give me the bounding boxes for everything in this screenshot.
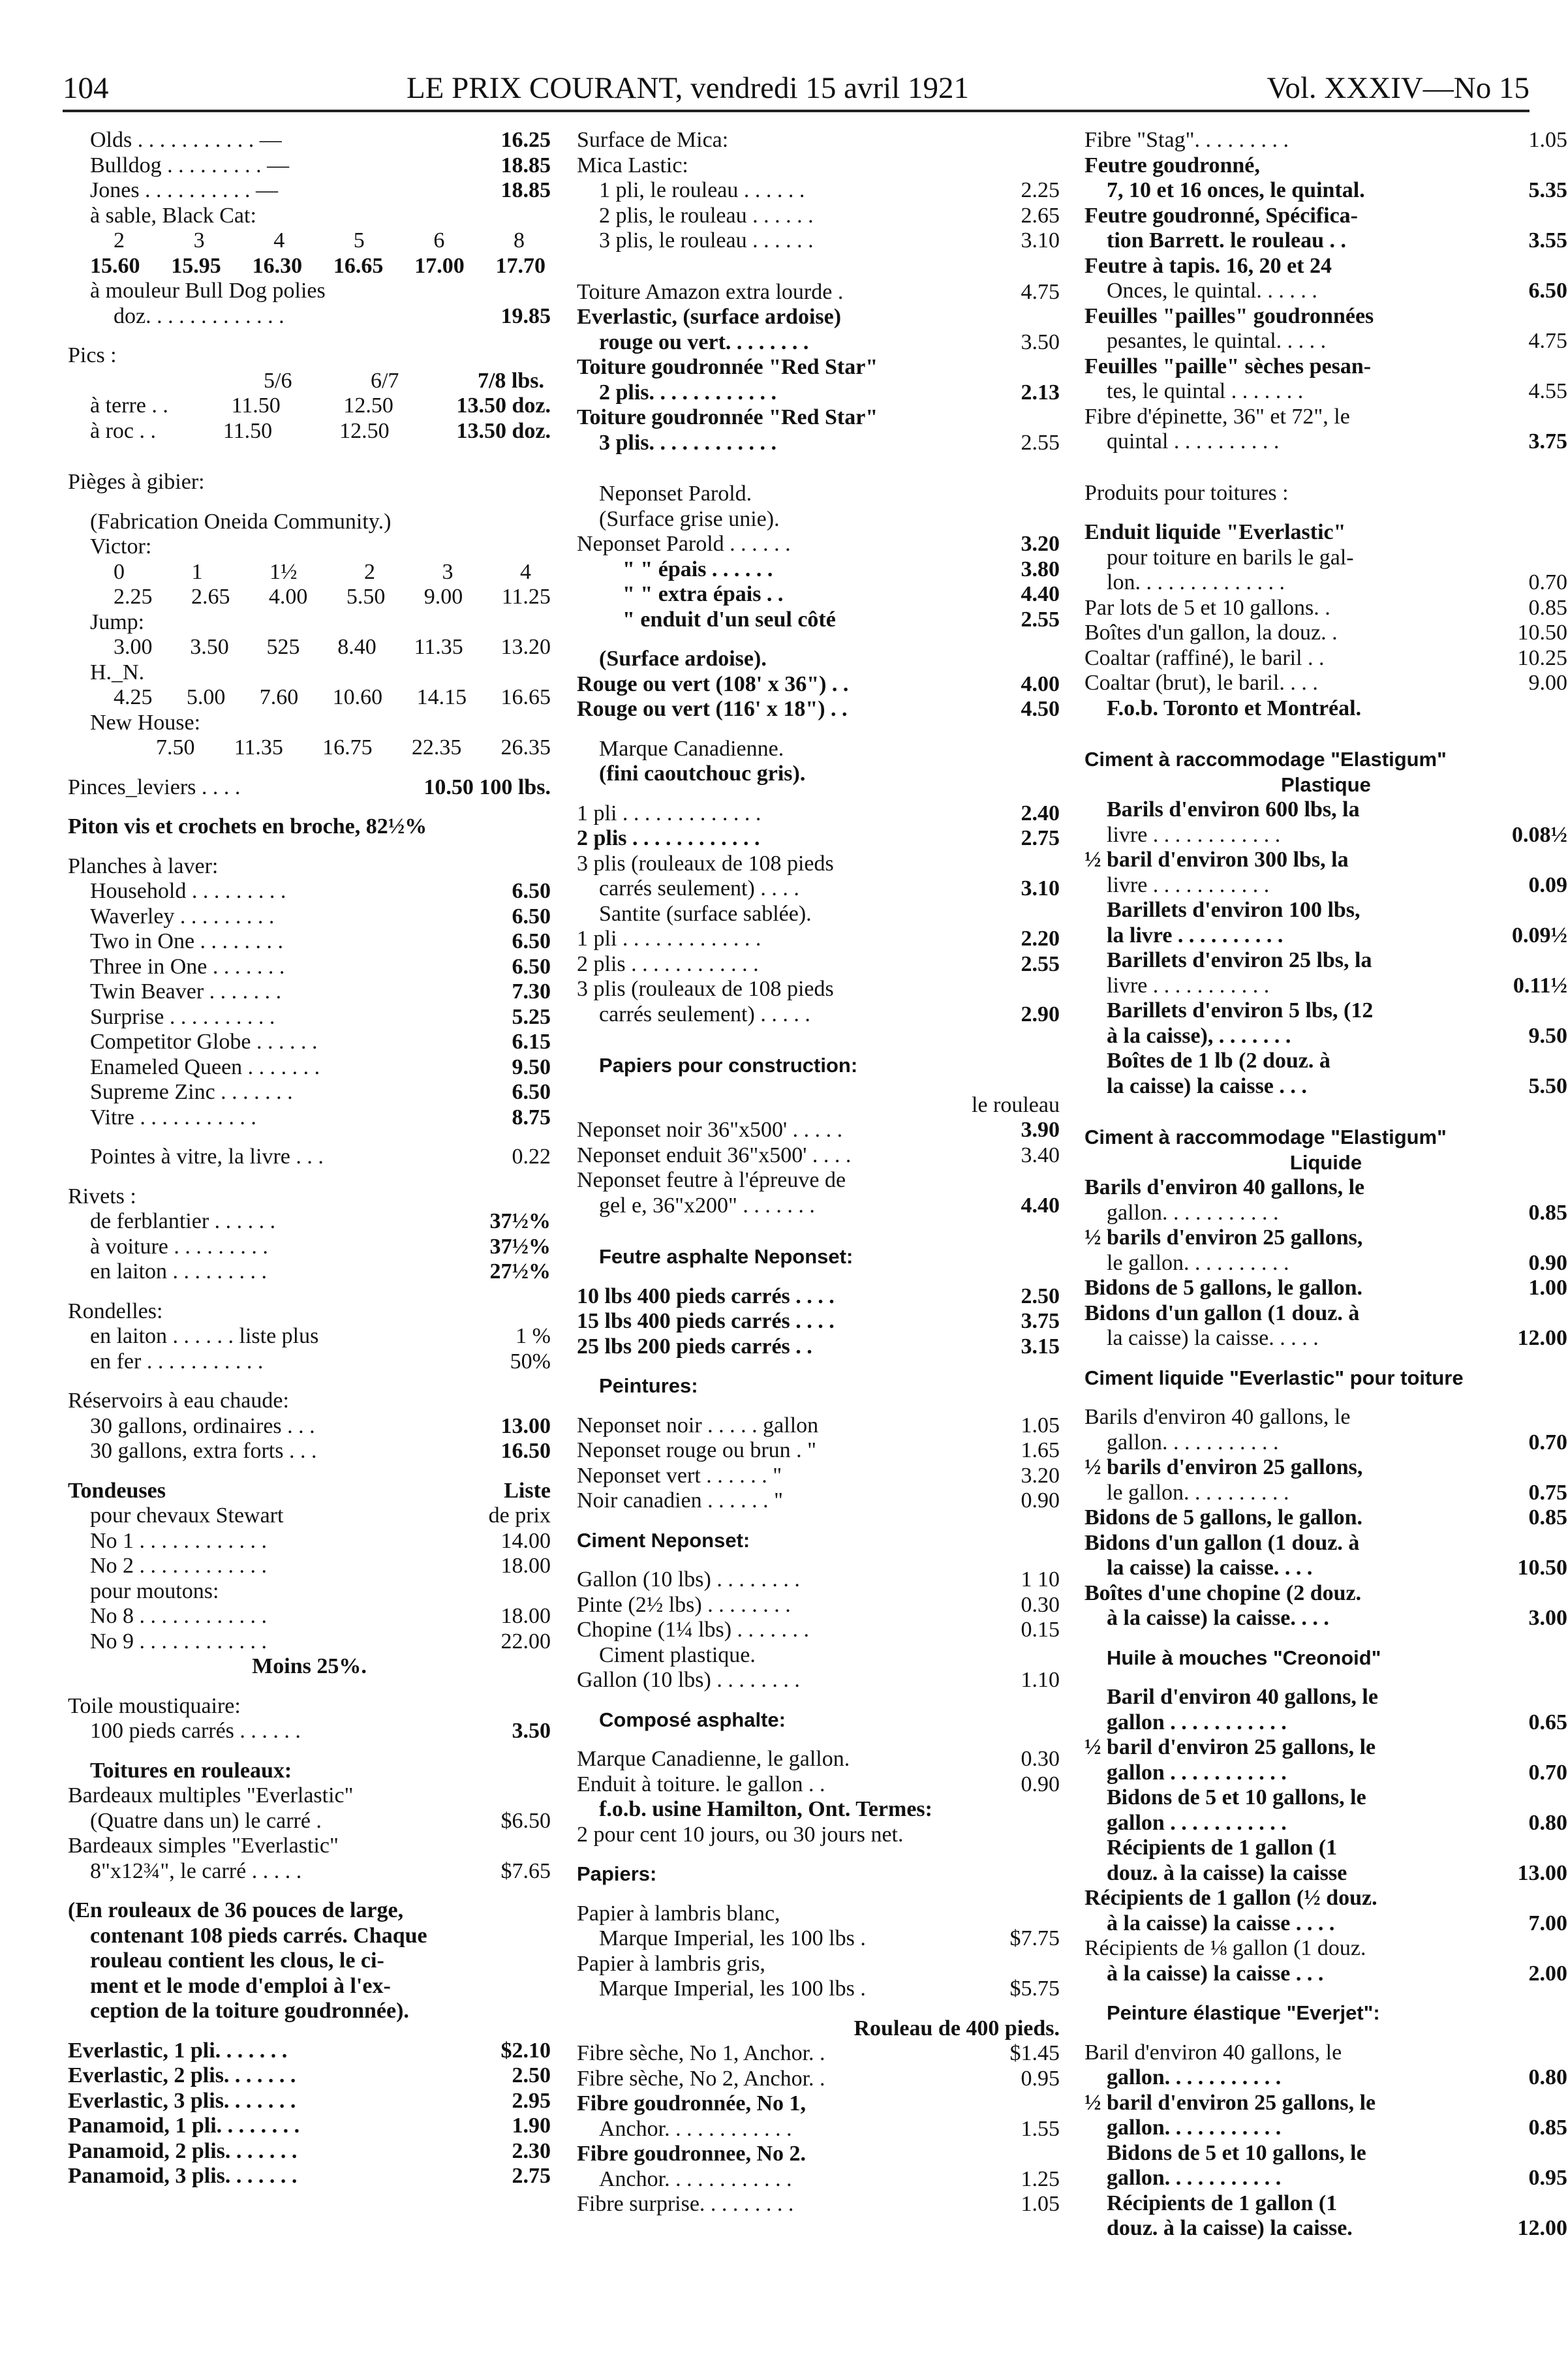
- price-row: à la caisse) la caisse. . . . 3.00: [1107, 1606, 1567, 1630]
- item-text: Papier à lambris blanc,: [577, 1901, 780, 1926]
- price-row: à roc . . 11.50 12.50 13.50 doz.: [90, 418, 551, 443]
- price-row: Pinte (2½ lbs) . . . . . . . . 0.30: [577, 1592, 1060, 1617]
- section-heading: Papiers pour construction:: [599, 1054, 858, 1077]
- size-row: 0 1 1½ 2 3 4: [114, 559, 531, 584]
- price-row: Neponset Parold . . . . . . 3.20: [577, 532, 1060, 556]
- item-text: H._N.: [90, 660, 145, 685]
- price-row: 25 lbs 200 pieds carrés . . 3.15: [577, 1334, 1060, 1359]
- terms-note: 2 pour cent 10 jours, ou 30 jours net.: [577, 1822, 904, 1847]
- price-row: No 2 . . . . . . . . . . . . 18.00: [90, 1554, 551, 1578]
- price-row: Par lots de 5 et 10 gallons. . 0.85: [1084, 595, 1567, 620]
- price-row: 2 plis, le rouleau . . . . . . 2.65: [599, 203, 1060, 228]
- item-text: Récipients de 1 gallon (1: [1107, 1836, 1338, 1860]
- item-text: Barillets d'environ 25 lbs, la: [1107, 948, 1372, 972]
- price-row: Fibre sèche, No 2, Anchor. . 0.95: [577, 2066, 1060, 2091]
- item-text: pour toiture en barils le gal-: [1107, 545, 1354, 570]
- item-text: Bardeaux simples "Everlastic": [68, 1834, 339, 1858]
- price-row: le gallon. . . . . . . . . . 0.75: [1107, 1480, 1567, 1505]
- item-text: Baril d'environ 40 gallons, le: [1107, 1685, 1378, 1709]
- table-heading-row: Tondeuses Liste: [68, 1478, 551, 1503]
- price-row: Marque Imperial, les 100 lbs . $7.75: [599, 1926, 1060, 1950]
- price-row: quintal . . . . . . . . . . 3.75: [1107, 429, 1567, 454]
- price-row: en fer . . . . . . . . . . . 50%: [90, 1349, 551, 1374]
- price-row: Chopine (1¼ lbs) . . . . . . . 0.15: [577, 1618, 1060, 1642]
- price-row: livre . . . . . . . . . . . . 0.08½: [1107, 822, 1567, 847]
- item-text: Bidons d'un gallon (1 douz. à: [1084, 1530, 1360, 1555]
- item-text: New House:: [90, 710, 201, 735]
- page-header: [63, 60, 1530, 112]
- price-row: " " épais . . . . . . 3.80: [623, 557, 1060, 581]
- price-row: Two in One . . . . . . . . 6.50: [90, 929, 551, 953]
- price-row: Supreme Zinc . . . . . . . 6.50: [90, 1080, 551, 1104]
- section-heading: Produits pour toitures :: [1084, 480, 1289, 505]
- item-text: Boîtes d'une chopine (2 douz.: [1084, 1580, 1362, 1605]
- item-text: Barillets d'environ 100 lbs,: [1107, 898, 1360, 922]
- price-row: la caisse) la caisse . . . 5.50: [1107, 1073, 1567, 1098]
- item-text: Feutre à tapis. 16, 20 et 24: [1084, 253, 1332, 278]
- price-row: Everlastic, 2 plis. . . . . . . 2.50: [68, 2063, 551, 2087]
- price-row: Marque Canadienne, le gallon. 0.30: [577, 1747, 1060, 1771]
- item-text: pour moutons:: [90, 1578, 219, 1603]
- section-heading: Pics :: [68, 343, 117, 367]
- price-row: le gallon. . . . . . . . . . 0.90: [1107, 1250, 1567, 1275]
- price-row: Neponset noir 36"x500' . . . . . 3.90: [577, 1118, 1060, 1142]
- section-heading: Feutre asphalte Neponset:: [599, 1245, 853, 1268]
- item-text: ½ barils d'environ 25 gallons,: [1084, 1225, 1363, 1250]
- price-row: " enduit d'un seul côté 2.55: [623, 607, 1060, 632]
- price-row: 30 gallons, extra forts . . . 16.50: [90, 1439, 551, 1463]
- item-text: Bardeaux multiples "Everlastic": [68, 1783, 354, 1808]
- item-text: Piton vis et crochets en broche, 82½%: [68, 814, 427, 839]
- item-text: Récipients de ⅛ gallon (1 douz.: [1084, 1936, 1366, 1960]
- item-text: Fibre goudronnée, No 1,: [577, 2091, 807, 2116]
- price-row: carrés seulement) . . . . . 2.90: [599, 1002, 1060, 1026]
- section-heading: Planches à laver:: [68, 854, 219, 878]
- price-row: gallon . . . . . . . . . . . 0.65: [1107, 1710, 1567, 1734]
- item-text: (fini caoutchouc gris).: [599, 762, 806, 786]
- price-row: rouge ou vert. . . . . . . . 3.50: [599, 330, 1060, 354]
- price-row: Three in One . . . . . . . 6.50: [90, 954, 551, 979]
- note-line: (En rouleaux de 36 pouces de large,: [68, 1898, 404, 1922]
- note-line: ception de la toiture goudronnée).: [90, 1999, 409, 2023]
- price-row: tes, le quintal . . . . . . . 4.55: [1107, 379, 1567, 403]
- price-row: à la caisse) la caisse . . . . 7.00: [1107, 1911, 1567, 1935]
- price-row: à terre . . 11.50 12.50 13.50 doz.: [90, 393, 551, 418]
- price-row: Toiture Amazon extra lourde . 4.75: [577, 279, 1060, 304]
- price-row: Fibre "Stag". . . . . . . . . 1.05: [1084, 128, 1567, 152]
- column-3: [1084, 128, 1567, 2241]
- item-text: Barils d'environ 40 gallons, le: [1084, 1175, 1365, 1199]
- price-row: Bulldog . . . . . . . . . — 18.85: [90, 153, 551, 177]
- price-row: Neponset rouge ou brun . " 1.65: [577, 1438, 1060, 1462]
- price-row: en laiton . . . . . . . . . 27½%: [90, 1259, 551, 1284]
- price-row: 8"x12¾", le carré . . . . . $7.65: [90, 1858, 551, 1883]
- section-heading: Rondelles:: [68, 1299, 163, 1323]
- item-text: Victor:: [90, 534, 152, 559]
- item-text: ½ baril d'environ 25 gallons, le: [1084, 1735, 1376, 1759]
- item-text: Fibre goudronnee, No 2.: [577, 2142, 807, 2166]
- table-heading-row: pour chevaux Stewart de prix: [90, 1503, 551, 1528]
- price-row: Rouge ou vert (108' x 36") . . 4.00: [577, 671, 1060, 696]
- section-heading: Toitures en rouleaux:: [90, 1758, 292, 1783]
- item-text: Bidons de 5 et 10 gallons, le: [1107, 2140, 1366, 2165]
- item-text: Everlastic, (surface ardoise): [577, 305, 842, 329]
- item-text: à mouleur Bull Dog polies: [90, 279, 326, 303]
- price-row: de ferblantier . . . . . . 37½%: [90, 1209, 551, 1233]
- section-subheading: Plastique: [1281, 773, 1371, 796]
- price-row: à la caisse) la caisse . . . 2.00: [1107, 1961, 1567, 1986]
- item-text: Récipients de 1 gallon (½ douz.: [1084, 1886, 1377, 1910]
- price-row: Everlastic, 3 plis. . . . . . . 2.95: [68, 2088, 551, 2113]
- price-row: No 9 . . . . . . . . . . . . 22.00: [90, 1629, 551, 1654]
- price-row: Gallon (10 lbs) . . . . . . . . 1.10: [577, 1668, 1060, 1692]
- price-row: Surprise . . . . . . . . . . 5.25: [90, 1004, 551, 1029]
- price-row: (Quatre dans un) le carré . $6.50: [90, 1808, 551, 1833]
- item-text: (Surface grise unie).: [599, 506, 780, 531]
- publication-title: LE PRIX COURANT, vendredi 15 avril 1921: [406, 71, 969, 105]
- price-row: 1 pli . . . . . . . . . . . . . 2.40: [577, 801, 1060, 825]
- price-row: douz. à la caisse) la caisse. 12.00: [1107, 2216, 1567, 2240]
- item-text: Enduit liquide "Everlastic": [1084, 520, 1346, 544]
- price-row: tion Barrett. le rouleau . . 3.55: [1107, 228, 1567, 253]
- item-text: Fibre d'épinette, 36" et 72", le: [1084, 404, 1350, 429]
- price-row: 15.60 15.95 16.30 16.65 17.00 17.70: [90, 253, 546, 278]
- item-text: ½ barils d'environ 25 gallons,: [1084, 1455, 1363, 1479]
- price-row: 7, 10 et 16 onces, le quintal. 5.35: [1107, 178, 1567, 202]
- price-row: gallon. . . . . . . . . . . 0.85: [1107, 1200, 1567, 1225]
- item-text: 3 plis (rouleaux de 108 pieds: [577, 977, 834, 1001]
- price-row: en laiton . . . . . . liste plus 1 %: [90, 1324, 551, 1348]
- price-row: pesantes, le quintal. . . . . 4.75: [1107, 329, 1567, 353]
- terms-note: f.o.b. usine Hamilton, Ont. Termes:: [599, 1797, 932, 1821]
- price-row: Neponset enduit 36"x500' . . . . 3.40: [577, 1143, 1060, 1167]
- price-row: carrés seulement) . . . . 3.10: [599, 876, 1060, 900]
- price-row: 2.25 2.65 4.00 5.50 9.00 11.25: [114, 585, 551, 609]
- price-row: la caisse) la caisse. . . . . 12.00: [1107, 1326, 1567, 1350]
- page-number: 104: [63, 71, 109, 105]
- price-row: Marque Imperial, les 100 lbs . $5.75: [599, 1977, 1060, 2001]
- price-row: Panamoid, 1 pli. . . . . . . . 1.90: [68, 2114, 551, 2138]
- item-text: Baril d'environ 40 gallons, le: [1084, 2040, 1342, 2065]
- price-row: gallon. . . . . . . . . . . 0.85: [1107, 2116, 1567, 2140]
- section-heading: Rivets :: [68, 1184, 136, 1208]
- item-text: Bidons d'un gallon (1 douz. à: [1084, 1301, 1360, 1325]
- section-heading: Surface de Mica:: [577, 128, 729, 152]
- price-row: gel e, 36"x200" . . . . . . . 4.40: [599, 1193, 1060, 1218]
- discount-note: Moins 25%.: [252, 1654, 367, 1678]
- item-text: (Fabrication Oneida Community.): [90, 509, 392, 534]
- note-line: contenant 108 pieds carrés. Chaque: [90, 1923, 427, 1948]
- price-row: Panamoid, 3 plis. . . . . . . 2.75: [68, 2164, 551, 2188]
- price-row: Coaltar (brut), le baril. . . . 9.00: [1084, 671, 1567, 695]
- item-text: Feutre goudronné,: [1084, 153, 1260, 177]
- price-row: 10 lbs 400 pieds carrés . . . . 2.50: [577, 1284, 1060, 1308]
- price-row: Panamoid, 2 plis. . . . . . . 2.30: [68, 2138, 551, 2163]
- item-text: Barils d'environ 600 lbs, la: [1107, 797, 1360, 822]
- price-row: Olds . . . . . . . . . . . — 16.25: [90, 128, 551, 152]
- price-row: Enduit à toiture. le gallon . . 0.90: [577, 1772, 1060, 1796]
- price-row: Fibre sèche, No 1, Anchor. . $1.45: [577, 2041, 1060, 2065]
- price-row: la livre . . . . . . . . . . 0.09½: [1107, 923, 1567, 947]
- section-heading: Huile à mouches "Creonoid": [1107, 1646, 1381, 1669]
- item-text: Barils d'environ 40 gallons, le: [1084, 1405, 1351, 1429]
- price-row: Coaltar (raffiné), le baril . . 10.25: [1084, 645, 1567, 670]
- price-row: 15 lbs 400 pieds carrés . . . . 3.75: [577, 1309, 1060, 1333]
- item-text: Santite (surface sablée).: [599, 901, 812, 926]
- price-row: 7.50 11.35 16.75 22.35 26.35: [156, 735, 551, 760]
- unit-label: Rouleau de 400 pieds.: [853, 2016, 1060, 2040]
- price-row: gallon. . . . . . . . . . . 0.80: [1107, 2065, 1567, 2089]
- price-row: Competitor Globe . . . . . . 6.15: [90, 1030, 551, 1054]
- price-row: Bidons de 5 gallons, le gallon. 0.85: [1084, 1505, 1567, 1530]
- price-row: gallon . . . . . . . . . . . 0.70: [1107, 1760, 1567, 1785]
- price-row: Noir canadien . . . . . . " 0.90: [577, 1488, 1060, 1513]
- price-row: Bidons de 5 gallons, le gallon. 1.00: [1084, 1276, 1567, 1300]
- section-heading: Réservoirs à eau chaude:: [68, 1389, 289, 1413]
- item-text: Bidons de 5 et 10 gallons, le: [1107, 1785, 1366, 1809]
- section-heading: Peinture élastique "Everjet":: [1107, 2001, 1380, 2024]
- section-heading: Ciment liquide "Everlastic" pour toiture: [1084, 1366, 1464, 1389]
- price-row: Neponset noir . . . . . gallon 1.05: [577, 1413, 1060, 1438]
- item-text: Toiture goudronnée "Red Star": [577, 355, 878, 379]
- section-heading: Peintures:: [599, 1374, 698, 1397]
- price-row: Household . . . . . . . . . 6.50: [90, 879, 551, 903]
- price-row: Jones . . . . . . . . . . — 18.85: [90, 178, 551, 202]
- item-text: Papier à lambris gris,: [577, 1951, 765, 1976]
- item-text: Récipients de 1 gallon (1: [1107, 2191, 1338, 2215]
- item-text: Barillets d'environ 5 lbs, (12: [1107, 998, 1374, 1023]
- price-row: Boîtes d'un gallon, la douz. . 10.50: [1084, 621, 1567, 645]
- section-heading: Marque Canadienne.: [599, 736, 784, 761]
- price-row: doz. . . . . . . . . . . . . 19.85: [114, 303, 551, 328]
- section-heading: Ciment Neponset:: [577, 1528, 750, 1552]
- price-row: 3 plis. . . . . . . . . . . . 2.55: [599, 430, 1060, 455]
- price-row: la caisse) la caisse. . . . 10.50: [1107, 1556, 1567, 1580]
- price-row: 1 pli, le rouleau . . . . . . 2.25: [599, 178, 1060, 202]
- note-line: ment et le mode d'emploi à l'ex-: [90, 1973, 391, 1998]
- price-row: gallon. . . . . . . . . . . 0.70: [1107, 1430, 1567, 1455]
- section-heading: Ciment à raccommodage "Elastigum": [1084, 1126, 1447, 1148]
- price-row: Fibre surprise. . . . . . . . . 1.05: [577, 2192, 1060, 2216]
- price-row: livre . . . . . . . . . . . 0.11½: [1107, 973, 1567, 998]
- price-row: gallon . . . . . . . . . . . 0.80: [1107, 1810, 1567, 1835]
- column-2: [577, 128, 1060, 2217]
- price-row: douz. à la caisse) la caisse 13.00: [1107, 1860, 1567, 1885]
- column-1: [68, 128, 551, 2189]
- price-row: lon. . . . . . . . . . . . . . 0.70: [1107, 570, 1567, 594]
- price-row: 2 plis . . . . . . . . . . . . 2.75: [577, 826, 1060, 850]
- price-row: No 1 . . . . . . . . . . . . 14.00: [90, 1528, 551, 1553]
- price-row: à la caisse), . . . . . . . 9.50: [1107, 1023, 1567, 1048]
- price-row: gallon. . . . . . . . . . . 0.95: [1107, 2166, 1567, 2190]
- price-row: Waverley . . . . . . . . . 6.50: [90, 904, 551, 929]
- section-heading: Pièges à gibier:: [68, 470, 205, 494]
- item-text: Jump:: [90, 609, 145, 634]
- section-subheading: Liquide: [1289, 1150, 1362, 1174]
- price-row: Vitre . . . . . . . . . . . 8.75: [90, 1105, 551, 1130]
- price-row: " " extra épais . . 4.40: [623, 582, 1060, 606]
- item-text: Ciment plastique.: [599, 1642, 756, 1667]
- section-heading: Papiers:: [577, 1862, 657, 1885]
- price-row: 2 plis . . . . . . . . . . . . 2.55: [577, 951, 1060, 976]
- terms-note: F.o.b. Toronto et Montréal.: [1107, 696, 1362, 720]
- item-text: Feutre goudronné, Spécifica-: [1084, 203, 1358, 228]
- item-text: ½ baril d'environ 25 gallons, le: [1084, 2090, 1376, 2115]
- price-row: 1 pli . . . . . . . . . . . . . 2.20: [577, 927, 1060, 951]
- section-heading: Ciment à raccommodage "Elastigum": [1084, 748, 1447, 771]
- section-heading: Neponset Parold.: [599, 482, 752, 506]
- item-text: Feuilles "pailles" goudronnées: [1084, 303, 1374, 328]
- price-row: 2 plis. . . . . . . . . . . . 2.13: [599, 380, 1060, 405]
- price-row: 3.00 3.50 525 8.40 11.35 13.20: [114, 635, 551, 659]
- price-row: Rouge ou vert (116' x 18") . . 4.50: [577, 697, 1060, 721]
- price-row: Pointes à vitre, la livre . . . 0.22: [90, 1145, 551, 1169]
- item-text: Boîtes de 1 lb (2 douz. à: [1107, 1049, 1330, 1073]
- item-text: Mica Lastic:: [577, 153, 688, 177]
- price-row: Enameled Queen . . . . . . . 9.50: [90, 1054, 551, 1079]
- section-heading: (Surface ardoise).: [599, 647, 767, 671]
- price-row: 3 plis, le rouleau . . . . . . 3.10: [599, 228, 1060, 253]
- note-line: rouleau contient les clous, le ci-: [90, 1948, 384, 1973]
- section-heading: Composé asphalte:: [599, 1708, 786, 1731]
- price-row: 30 gallons, ordinaires . . . 13.00: [90, 1413, 551, 1438]
- section-subheading: à sable, Black Cat:: [90, 203, 256, 228]
- price-row: Onces, le quintal. . . . . . 6.50: [1107, 279, 1567, 303]
- price-row: Neponset vert . . . . . . " 3.20: [577, 1463, 1060, 1488]
- item-text: 3 plis (rouleaux de 108 pieds: [577, 851, 834, 876]
- size-row: 2 3 4 5 6 8: [114, 228, 525, 253]
- item-text: ½ baril d'environ 300 lbs, la: [1084, 848, 1349, 872]
- price-row: No 8 . . . . . . . . . . . . 18.00: [90, 1604, 551, 1628]
- volume-number: Vol. XXXIV—No 15: [1267, 71, 1530, 105]
- price-row: Anchor. . . . . . . . . . . . 1.55: [599, 2116, 1060, 2141]
- price-row: à voiture . . . . . . . . . 37½%: [90, 1234, 551, 1259]
- item-text: Feuilles "paille" sèches pesan-: [1084, 354, 1372, 378]
- price-row: Anchor. . . . . . . . . . . . 1.25: [599, 2166, 1060, 2191]
- price-row: Everlastic, 1 pli. . . . . . . $2.10: [68, 2038, 551, 2063]
- size-row: 5/6 6/7 7/8 lbs.: [264, 368, 544, 393]
- price-row: Twin Beaver . . . . . . . 7.30: [90, 979, 551, 1004]
- price-row: Pinces_leviers . . . . 10.50 100 lbs.: [68, 775, 551, 799]
- price-row: livre . . . . . . . . . . . 0.09: [1107, 872, 1567, 897]
- price-row: 100 pieds carrés . . . . . . 3.50: [90, 1719, 551, 1743]
- price-row: 4.25 5.00 7.60 10.60 14.15 16.65: [114, 685, 551, 709]
- item-text: Neponset feutre à l'épreuve de: [577, 1168, 846, 1192]
- section-heading: Toile moustiquaire:: [68, 1693, 241, 1718]
- price-row: Gallon (10 lbs) . . . . . . . . 1 10: [577, 1567, 1060, 1592]
- unit-label: le rouleau: [972, 1092, 1060, 1117]
- item-text: Toiture goudronnée "Red Star": [577, 405, 878, 429]
